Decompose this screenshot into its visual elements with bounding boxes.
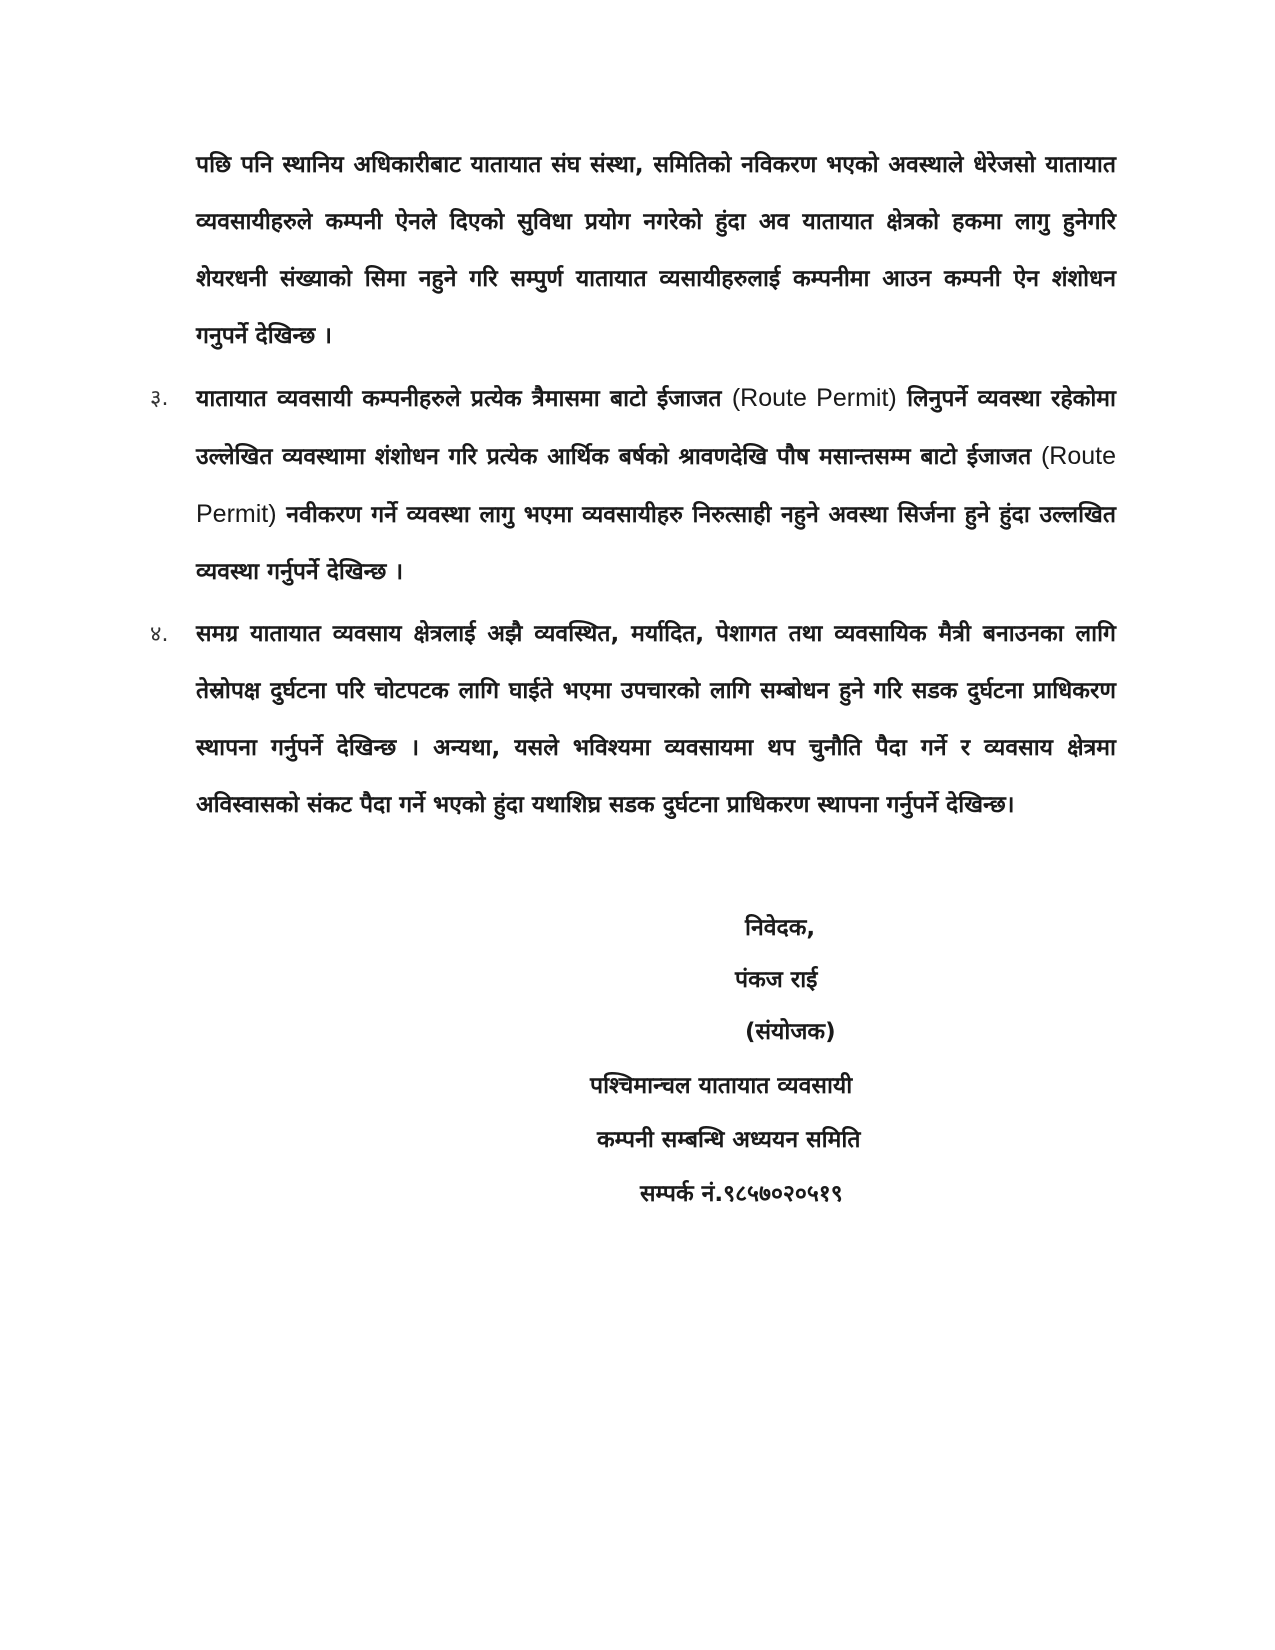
point-4-text: समग्र यातायात व्यवसाय क्षेत्रलाई अझै व्यवस्थित, मर्यादित, पेशागत तथा व्यवसायिक मैत्री बनाउनका लागि तेस्रोपक्ष दुर्घटना परि चोटपटक लागि घाईते भएमा उपचारको लागि सम्बोधन हुने गरि सडक दुर्घटना प्राधिकरण स्थापना गर्नुपर्ने देखिन्छ । अन्यथा, यसले भविश्यमा व्यवसायमा थप चुनौति पैदा गर्ने र व्यवसाय क्षेत्रमा अविस्वासको संकट पैदा गर्ने भएको हुंदा यथाशिघ्र सडक दुर्घटना प्राधिकरण स्थापना गर्नुपर्ने देखिन्छ। <box>196 621 1116 818</box>
organization-line-2: कम्पनी सम्बन्धि अध्ययन समिति <box>597 1127 861 1153</box>
point-3-part-2: लिनुपर्ने व्यवस्था रहेकोमा उल्लेखित व्यवस्थामा शंशोधन गरि प्रत्येक आर्थिक बर्षको श्रावणदेखि पौष मसान्तसम्म बाटो ईजाजत <box>196 386 1116 470</box>
point-3-part-1: यातायात व्यवसायी कम्पनीहरुले प्रत्येक त्रैमासमा बाटो ईजाजत <box>196 386 732 412</box>
continued-paragraph: पछि पनि स्थानिय अधिकारीबाट यातायात संघ संस्था, समितिको नविकरण भएको अवस्थाले धेरेजसो यातायात व्यवसायीहरुले कम्पनी ऐनले दिएको सुविधा प्रयोग नगरेको हुंदा अव यातायात क्षेत्रको हकमा लागु हुनेगरि शेयरधनी संख्याको सिमा नहुने गरि सम्पुर्ण यातायात व्यसायीहरुलाई कम्पनीमा आउन कम्पनी ऐन शंशोधन गनुपर्ने देखिन्छ । <box>196 152 1116 349</box>
organization-line-1: पश्चिमान्चल यातायात व्यवसायी <box>590 1073 853 1099</box>
signatory-name: पंकज राई <box>735 967 818 993</box>
contact-number: सम्पर्क नं.९८५७०२०५१९ <box>640 1181 843 1207</box>
point-number-3: ३. <box>150 386 169 411</box>
route-permit-term-1: (Route Permit) <box>731 384 897 412</box>
applicant-label: निवेदक, <box>745 915 816 941</box>
point-number-4: ४. <box>150 622 169 647</box>
route-permit-term-2: (Route Permit) <box>196 442 1116 528</box>
point-3-part-3: नवीकरण गर्ने व्यवस्था लागु भएमा व्यवसायीहरु निरुत्साही नहुने अवस्था सिर्जना हुने हुंदा उल्लखित व्यवस्था गर्नुपर्ने देखिन्छ । <box>196 502 1116 585</box>
signatory-role: (संयोजक) <box>745 1019 836 1045</box>
point-3-text <box>196 370 1116 601</box>
